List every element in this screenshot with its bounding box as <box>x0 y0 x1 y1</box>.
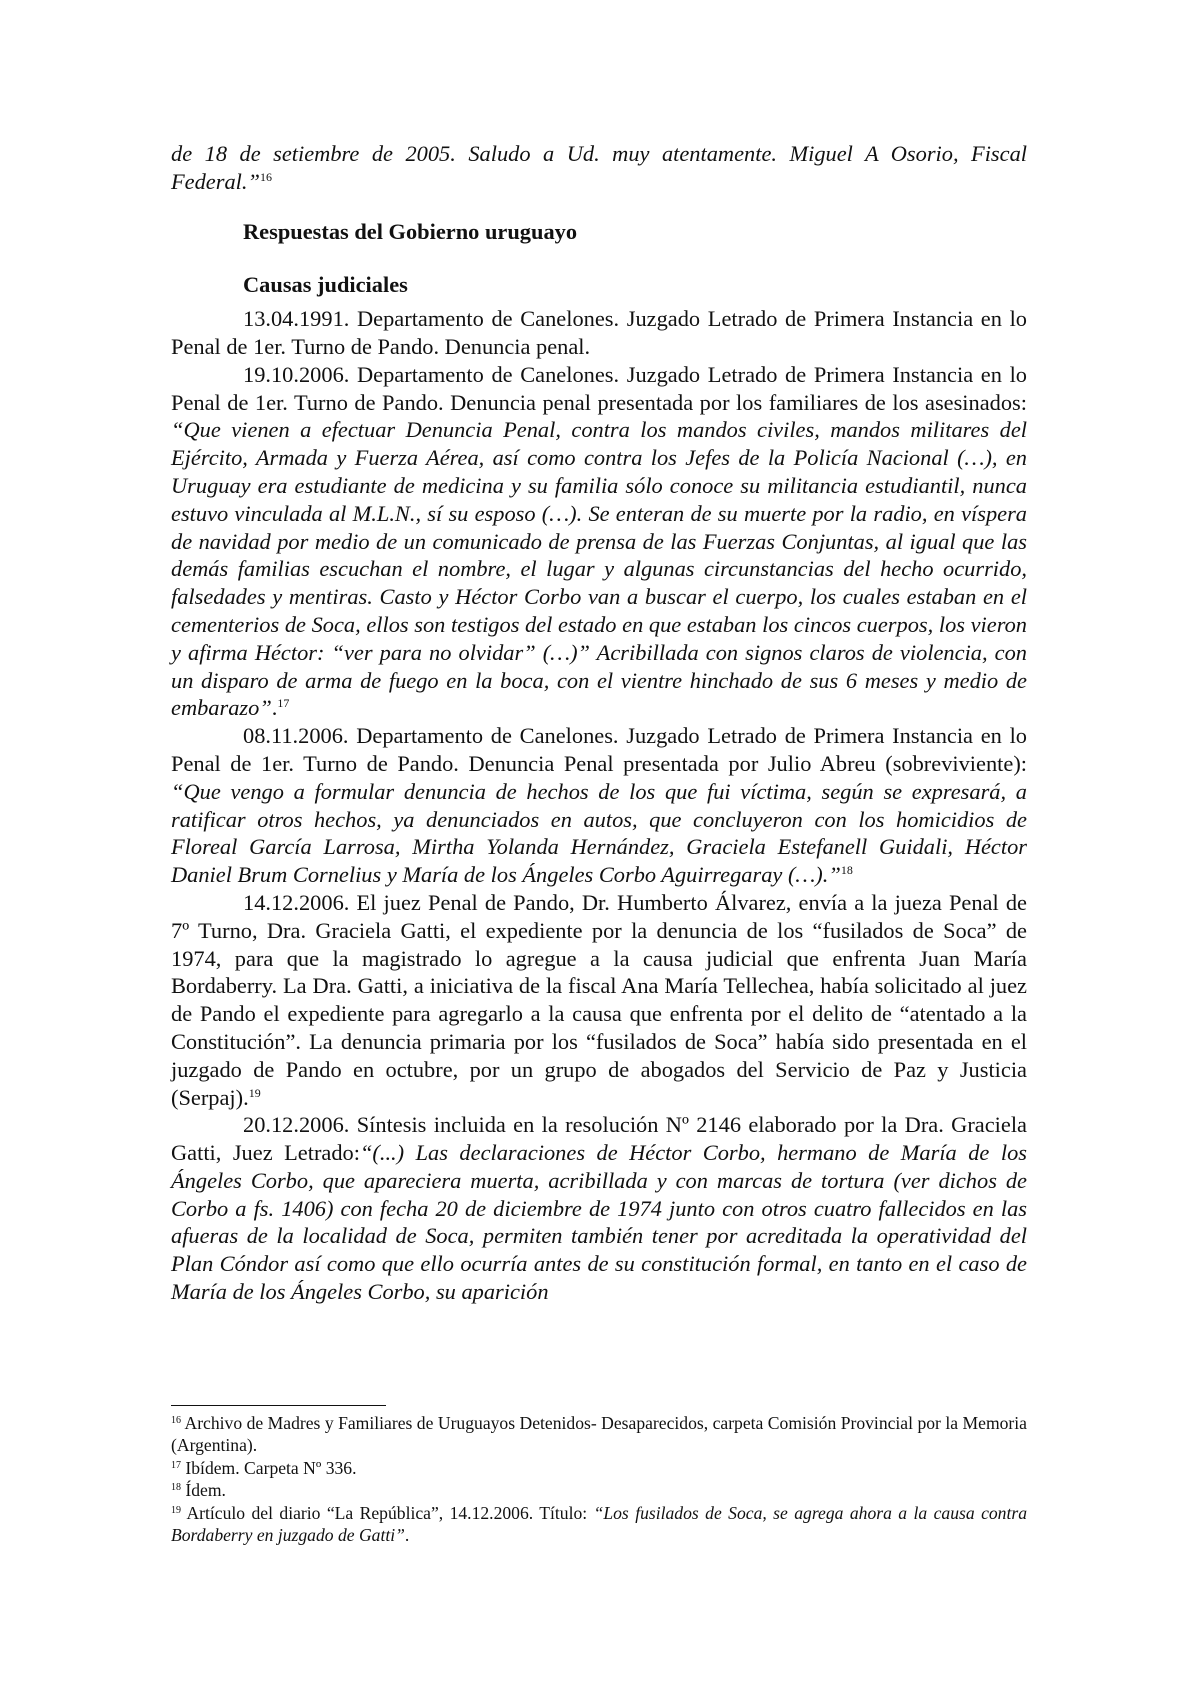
entry-text: 20.12.2006. Síntesis incluida en la resolución Nº 2146 elaborado por la Dra. Graciela Gatti, Juez Letrado: <box>171 1112 1027 1166</box>
footnote-text: Ídem. <box>185 1480 226 1501</box>
footnote-number: 19 <box>171 1504 181 1516</box>
footnote-16 <box>171 1412 1027 1457</box>
entry-text: 13.04.1991. Departamento de Canelones. Juzgado Letrado de Primera Instancia en lo Penal de 1er. Turno de Pando. Denuncia penal. <box>171 306 1027 359</box>
footnote-text: Archivo de Madres y Familiares de Uruguayos Detenidos- Desaparecidos, carpeta Comisión Provincial por la Memoria (Argentina). <box>171 1413 1027 1456</box>
entry-quote: “Que vienen a efectuar Denuncia Penal, contra los mandos civiles, mandos militares del Ejército, Armada y Fuerza Aérea, así como contra los Jefes de la Policía Nacional (…), en Uruguay era estudiante de medicina y su familia sólo conoce su militancia estudiantil, nunca estuvo vinculada al M.L.N., sí su esposo (…). Se enteran de su muerte por la radio, en víspera de navidad por medio de un comunicado de prensa de las Fuerzas Conjuntas, al igual que las demás familias escuchan el nombre, el lugar y algunas circunstancias del hecho ocurrido, falsedades y mentiras. Casto y Héctor Corbo van a buscar el cuerpo, los cuales estaban en el cementerios de Soca, ellos son testigos del estado en que estaban los cincos cuerpos, los vieron y afirma Héctor: “ver para no olvidar” (…)” Acribillada con signos claros de violencia, con un disparo de arma de fuego en la boca, con el vientre hinchado de sus 6 meses y medio de embarazo” <box>171 417 1027 721</box>
entry-tail: . <box>271 695 278 721</box>
document-body <box>171 140 1027 1306</box>
entry-2006-11 <box>171 722 1027 889</box>
footnote-number: 18 <box>171 1482 181 1494</box>
footnote-17 <box>171 1457 1027 1479</box>
intro-paragraph <box>171 140 1027 196</box>
subsection-heading: Causas judiciales <box>243 272 408 298</box>
entry-2006-10 <box>171 361 1027 722</box>
entry-text: 14.12.2006. El juez Penal de Pando, Dr. Humberto Álvarez, envía a la jueza Penal de 7º Turno, Dra. Graciela Gatti, el expediente por la denuncia de los “fusilados de Soca” de 1974, para que la magistrado lo agregue a la causa judicial que enfrenta Juan María Bordaberry. La Dra. Gatti, a iniciativa de la fiscal Ana María Tellechea, había solicitado al juez de Pando el expediente para agregarlo a la causa que enfrenta por el delito de “atentado a la Constitución”. La denuncia primaria por los “fusilados de Soca” había sido presentada en el juzgado de Pando en octubre, por un grupo de abogados del Servicio de Paz y Justicia (Serpaj). <box>171 889 1027 1110</box>
entry-quote: “(...) Las declaraciones de Héctor Corbo, hermano de María de los Ángeles Corbo, que apareciera muerta, acribillada y con marcas de tortura (ver dichos de Corbo a fs. 1406) con fecha 20 de diciembre de 1974 junto con otros cuatro fallecidos en las afueras de la localidad de Soca, permiten también tener por acreditada la operatividad del Plan Cóndor así como que ello ocurría antes de su constitución formal, en tanto en el caso de María de los Ángeles Corbo, su aparición <box>171 1140 1027 1305</box>
footnote-ref: 19 <box>248 1085 261 1100</box>
footnote-quote: “Los fusilados de Soca, se agrega ahora a la causa contra Bordaberry en juzgado de Gatti” <box>171 1502 1027 1546</box>
entry-1991 <box>171 305 1027 361</box>
footnote-text: Ibídem. Carpeta Nº 336. <box>185 1457 357 1478</box>
footnote-ref: 17 <box>277 696 290 711</box>
entry-2006-12-14 <box>171 889 1027 1111</box>
footnote-18 <box>171 1479 1027 1501</box>
footnote-ref: 16 <box>259 169 272 184</box>
footnote-number: 17 <box>171 1459 181 1471</box>
footnotes <box>171 1405 1027 1546</box>
section-heading: Respuestas del Gobierno uruguayo <box>243 218 578 244</box>
entry-text: 08.11.2006. Departamento de Canelones. Juzgado Letrado de Primera Instancia en lo Penal de 1er. Turno de Pando. Denuncia Penal presentada por Julio Abreu (sobreviviente): <box>171 723 1027 776</box>
entry-text: 19.10.2006. Departamento de Canelones. Juzgado Letrado de Primera Instancia en lo Penal de 1er. Turno de Pando. Denuncia penal presentada por los familiares de los asesinados: <box>171 361 1027 415</box>
footnote-separator <box>171 1405 386 1406</box>
entry-2006-12-20 <box>171 1111 1027 1306</box>
footnote-number: 16 <box>171 1415 181 1426</box>
footnote-text: Artículo del diario “La República”, 14.12.2006. Título: <box>186 1502 594 1523</box>
footnote-19 <box>171 1502 1027 1547</box>
entry-quote: “Que vengo a formular denuncia de hechos de los que fui víctima, según se expresará, a ratificar otros hechos, ya denunciados en autos, que concluyeron con los homicidios de Floreal García Larrosa, Mirtha Yolanda Hernández, Graciela Estefanell Guidali, Héctor Daniel Brum Cornelius y María de los Ángeles Corbo Aguirregaray (…).” <box>171 778 1027 888</box>
footnote-ref: 18 <box>840 863 853 878</box>
footnote-tail: . <box>404 1525 410 1546</box>
intro-quote: de 18 de setiembre de 2005. Saludo a Ud. muy atentamente. Miguel A Osorio, Fiscal Federal.” <box>171 141 1027 194</box>
